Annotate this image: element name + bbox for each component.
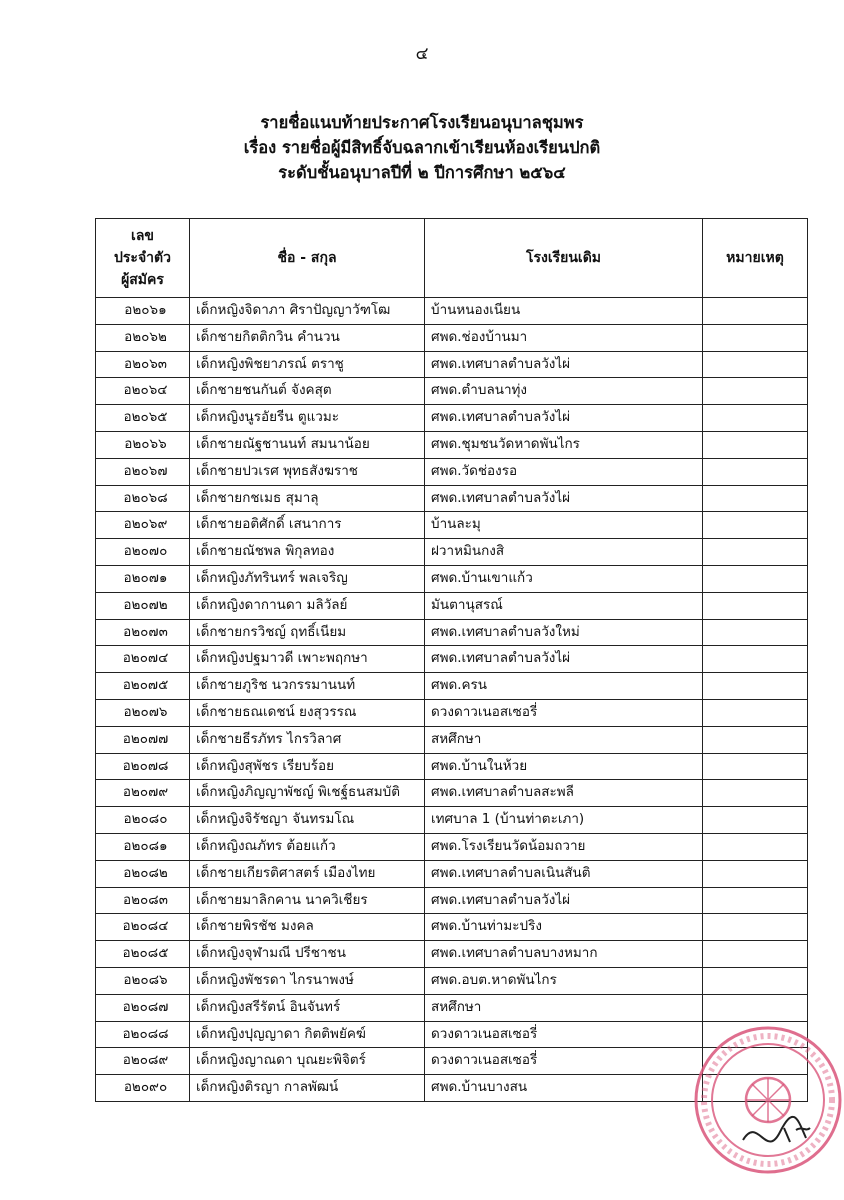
cell-note [703, 807, 808, 834]
cell-full-name: เด็กชายกชเมธ สุมาลุ [190, 485, 425, 512]
table-row [96, 941, 808, 968]
cell-full-name: เด็กชายอติศักดิ์ เสนาการ [190, 512, 425, 539]
cell-note [703, 967, 808, 994]
cell-note [703, 539, 808, 566]
cell-note [703, 405, 808, 432]
cell-applicant-id: อ๒๐๘๓ [96, 887, 190, 914]
cell-note [703, 860, 808, 887]
cell-full-name: เด็กหญิงญาณดา บุณยะพิจิตร์ [190, 1048, 425, 1075]
cell-applicant-id: อ๒๐๗๕ [96, 673, 190, 700]
cell-note [703, 994, 808, 1021]
cell-applicant-id: อ๒๐๘๙ [96, 1048, 190, 1075]
table-row [96, 807, 808, 834]
header-subject: เรื่อง รายชื่อผู้มีสิทธิ์จับฉลากเข้าเรียนห้องเรียนปกติ [243, 138, 601, 157]
cell-previous-school: ศพด.วัดช่องรอ [425, 458, 703, 485]
cell-full-name: เด็กชายมาลิกคาน นาควิเชียร [190, 887, 425, 914]
cell-applicant-id: อ๒๐๘๖ [96, 967, 190, 994]
cell-note [703, 726, 808, 753]
cell-applicant-id: อ๒๐๗๐ [96, 539, 190, 566]
table-row [96, 780, 808, 807]
table-row [96, 619, 808, 646]
cell-previous-school: ศพด.เทศบาลตำบลเนินสันติ [425, 860, 703, 887]
cell-applicant-id: อ๒๐๖๗ [96, 458, 190, 485]
table-row [96, 592, 808, 619]
cell-full-name: เด็กหญิงปุญญาดา กิตติพยัคฆ์ [190, 1021, 425, 1048]
cell-applicant-id: อ๒๐๖๙ [96, 512, 190, 539]
cell-note [703, 619, 808, 646]
cell-full-name: เด็กหญิงนูรอัยรีน ตูแวมะ [190, 405, 425, 432]
cell-applicant-id: อ๒๐๗๔ [96, 646, 190, 673]
cell-applicant-id: อ๒๐๖๘ [96, 485, 190, 512]
table-row [96, 565, 808, 592]
table-row [96, 458, 808, 485]
cell-previous-school: ศพด.ตำบลนาทุ่ง [425, 378, 703, 405]
cell-full-name: เด็กหญิงณภัทร ต้อยแก้ว [190, 833, 425, 860]
cell-note [703, 431, 808, 458]
cell-previous-school: ศพด.ครน [425, 673, 703, 700]
cell-applicant-id: อ๒๐๘๒ [96, 860, 190, 887]
table-row [96, 378, 808, 405]
cell-applicant-id: อ๒๐๖๖ [96, 431, 190, 458]
cell-applicant-id: อ๒๐๖๔ [96, 378, 190, 405]
table-row [96, 860, 808, 887]
cell-full-name: เด็กชายกรวิชญ์ ฤทธิ์เนียม [190, 619, 425, 646]
cell-previous-school: ศพด.เทศบาลตำบลบางหมาก [425, 941, 703, 968]
cell-previous-school: ฝวาหมินกงสิ [425, 539, 703, 566]
cell-previous-school: ศพด.ช่องบ้านมา [425, 324, 703, 351]
cell-note [703, 458, 808, 485]
table-row [96, 405, 808, 432]
table-row [96, 726, 808, 753]
cell-note [703, 485, 808, 512]
cell-note [703, 592, 808, 619]
table-row [96, 914, 808, 941]
cell-note [703, 941, 808, 968]
table-row [96, 298, 808, 325]
cell-note [703, 780, 808, 807]
cell-full-name: เด็กชายธีรภัทร ไกรวิลาศ [190, 726, 425, 753]
applicant-table [95, 218, 808, 1102]
cell-applicant-id: อ๒๐๘๗ [96, 994, 190, 1021]
cell-previous-school: ศพด.บ้านบางสน [425, 1075, 703, 1102]
cell-previous-school: เทศบาล 1 (บ้านท่าตะเภา) [425, 807, 703, 834]
table-row [96, 753, 808, 780]
cell-applicant-id: อ๒๐๙๐ [96, 1075, 190, 1102]
cell-previous-school: ศพด.เทศบาลตำบลวังไผ่ [425, 646, 703, 673]
cell-applicant-id: อ๒๐๖๑ [96, 298, 190, 325]
cell-applicant-id: อ๒๐๗๖ [96, 699, 190, 726]
cell-full-name: เด็กชายภูริช นวกรรมานนท์ [190, 673, 425, 700]
cell-previous-school: ดวงดาวเนอสเซอรี่ [425, 1048, 703, 1075]
cell-previous-school: สหศึกษา [425, 994, 703, 1021]
page-number: ๔ [415, 44, 429, 64]
cell-previous-school: ศพด.โรงเรียนวัดน้อมถวาย [425, 833, 703, 860]
column-header-name: ชื่อ - สกุล [190, 219, 425, 298]
table-row [96, 887, 808, 914]
cell-full-name: เด็กชายชนกันต์ จังคสุต [190, 378, 425, 405]
cell-previous-school: ศพด.เทศบาลตำบลสะพลี [425, 780, 703, 807]
cell-applicant-id: อ๒๐๗๙ [96, 780, 190, 807]
cell-applicant-id: อ๒๐๘๑ [96, 833, 190, 860]
cell-previous-school: ดวงดาวเนอสเซอรี่ [425, 699, 703, 726]
cell-full-name: เด็กชายกิตติกวิน คำนวน [190, 324, 425, 351]
cell-previous-school: ศพด.เทศบาลตำบลวังไผ่ [425, 351, 703, 378]
cell-note [703, 887, 808, 914]
cell-applicant-id: อ๒๐๘๔ [96, 914, 190, 941]
cell-applicant-id: อ๒๐๖๕ [96, 405, 190, 432]
cell-full-name: เด็กหญิงจิรัชญา จันทรมโณ [190, 807, 425, 834]
table-row [96, 351, 808, 378]
table-body [96, 298, 808, 1102]
cell-previous-school: ดวงดาวเนอสเซอรี่ [425, 1021, 703, 1048]
cell-note [703, 833, 808, 860]
cell-full-name: เด็กหญิงจิดาภา ศิราปัญญาวัฑโฒ [190, 298, 425, 325]
table-header-row [96, 219, 808, 298]
cell-previous-school: ศพด.บ้านในห้วย [425, 753, 703, 780]
cell-full-name: เด็กหญิงจุฬามณี ปรีชาชน [190, 941, 425, 968]
cell-full-name: เด็กหญิงสรีรัตน์ อินจันทร์ [190, 994, 425, 1021]
table-row [96, 994, 808, 1021]
cell-note [703, 565, 808, 592]
cell-previous-school: สหศึกษา [425, 726, 703, 753]
column-header-school: โรงเรียนเดิม [425, 219, 703, 298]
cell-previous-school: ศพด.เทศบาลตำบลวังไผ่ [425, 887, 703, 914]
cell-applicant-id: อ๒๐๗๑ [96, 565, 190, 592]
cell-previous-school: ศพด.บ้านเขาแก้ว [425, 565, 703, 592]
cell-note [703, 351, 808, 378]
cell-note [703, 646, 808, 673]
table-row [96, 485, 808, 512]
cell-full-name: เด็กหญิงสุพัชร เรียบร้อย [190, 753, 425, 780]
header-title: รายชื่อแนบท้ายประกาศโรงเรียนอนุบาลชุมพร [260, 113, 584, 132]
cell-note [703, 699, 808, 726]
column-header-id: เลข ประจำตัว ผู้สมัคร [96, 219, 190, 298]
table-row [96, 833, 808, 860]
cell-full-name: เด็กชายปวเรศ พุทธสังฆราช [190, 458, 425, 485]
cell-applicant-id: อ๒๐๖๓ [96, 351, 190, 378]
cell-previous-school: ศพด.เทศบาลตำบลวังไผ่ [425, 485, 703, 512]
header-level: ระดับชั้นอนุบาลปีที่ ๒ ปีการศึกษา ๒๕๖๔ [278, 163, 566, 182]
cell-full-name: เด็กหญิงภัทรินทร์ พลเจริญ [190, 565, 425, 592]
cell-note [703, 378, 808, 405]
cell-full-name: เด็กชายธณเดชน์ ยงสุวรรณ [190, 699, 425, 726]
table-row [96, 539, 808, 566]
cell-applicant-id: อ๒๐๗๒ [96, 592, 190, 619]
column-header-note: หมายเหตุ [703, 219, 808, 298]
cell-full-name: เด็กชายเกียรติศาสตร์ เมืองไทย [190, 860, 425, 887]
cell-previous-school: ศพด.ชุมชนวัดหาดพันไกร [425, 431, 703, 458]
cell-note [703, 673, 808, 700]
cell-full-name: เด็กหญิงปฐมาวดี เพาะพฤกษา [190, 646, 425, 673]
cell-applicant-id: อ๒๐๘๐ [96, 807, 190, 834]
cell-applicant-id: อ๒๐๗๘ [96, 753, 190, 780]
table-row [96, 512, 808, 539]
cell-applicant-id: อ๒๐๘๕ [96, 941, 190, 968]
cell-applicant-id: อ๒๐๘๘ [96, 1021, 190, 1048]
cell-full-name: เด็กหญิงติรญา กาลพัฒน์ [190, 1075, 425, 1102]
cell-full-name: เด็กหญิงดากานดา มลิวัลย์ [190, 592, 425, 619]
table-row [96, 699, 808, 726]
cell-applicant-id: อ๒๐๖๒ [96, 324, 190, 351]
cell-previous-school: ศพด.อบต.หาดพันไกร [425, 967, 703, 994]
cell-full-name: เด็กชายพิรชัช มงคล [190, 914, 425, 941]
table-row [96, 324, 808, 351]
cell-note [703, 914, 808, 941]
cell-applicant-id: อ๒๐๗๓ [96, 619, 190, 646]
cell-previous-school: บ้านหนองเนียน [425, 298, 703, 325]
cell-previous-school: ศพด.เทศบาลตำบลวังใหม่ [425, 619, 703, 646]
cell-note [703, 512, 808, 539]
cell-previous-school: มันตานุสรณ์ [425, 592, 703, 619]
cell-full-name: เด็กชายณัชพล พิกุลทอง [190, 539, 425, 566]
table-row [96, 673, 808, 700]
cell-previous-school: บ้านละมุ [425, 512, 703, 539]
table-row [96, 967, 808, 994]
table-row [96, 646, 808, 673]
document-header [0, 110, 844, 185]
cell-full-name: เด็กหญิงพิชยาภรณ์ ตราชู [190, 351, 425, 378]
cell-full-name: เด็กหญิงภิญญาพัชญ์ พิเชฐ์ธนสมบัติ [190, 780, 425, 807]
table-row [96, 431, 808, 458]
cell-note [703, 753, 808, 780]
cell-full-name: เด็กหญิงพัชรดา ไกรนาพงษ์ [190, 967, 425, 994]
cell-previous-school: ศพด.บ้านท่ามะปริง [425, 914, 703, 941]
cell-previous-school: ศพด.เทศบาลตำบลวังไผ่ [425, 405, 703, 432]
cell-applicant-id: อ๒๐๗๗ [96, 726, 190, 753]
cell-note [703, 298, 808, 325]
cell-note [703, 324, 808, 351]
school-seal-stamp [688, 1020, 844, 1180]
cell-full-name: เด็กชายณัฐชานนท์ สมนาน้อย [190, 431, 425, 458]
